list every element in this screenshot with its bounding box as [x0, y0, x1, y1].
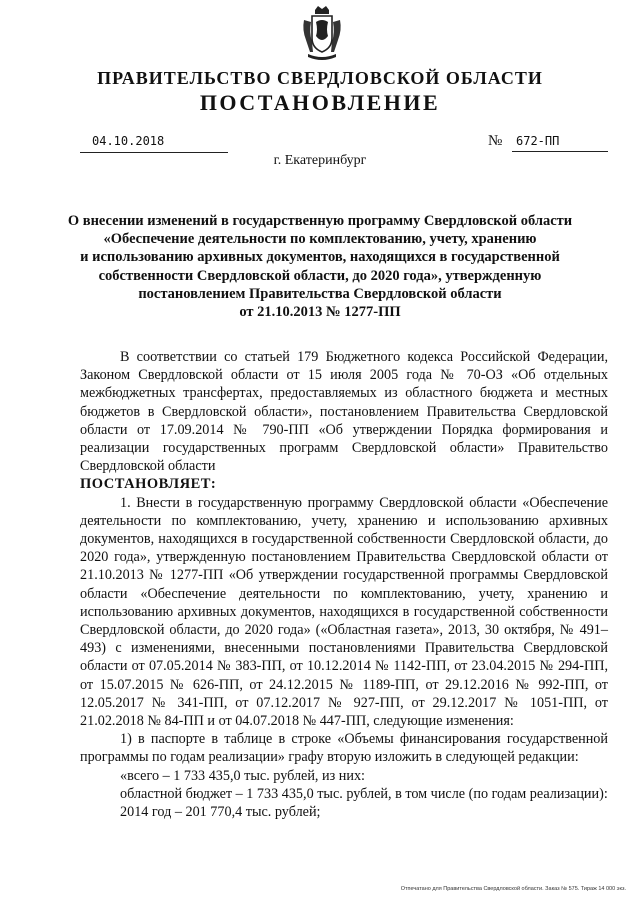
number-field: [488, 134, 608, 152]
organization-name: ПРАВИТЕЛЬСТВО СВЕРДЛОВСКОЙ ОБЛАСТИ: [97, 68, 543, 88]
document-type: ПОСТАНОВЛЕНИЕ: [199, 90, 441, 115]
total-funding-line: «всего – 1 733 435,0 тыс. рублей, из них:: [120, 767, 365, 784]
title-line: «Обеспечение деятельности по комплектованию, учету, хранению: [103, 231, 537, 248]
document-body: [80, 348, 608, 821]
document-title: [60, 212, 580, 321]
document-date: 04.10.2018: [92, 134, 165, 148]
city: г. Екатеринбург: [273, 153, 367, 168]
title-line: О внесении изменений в государственную программу Свердловской области: [67, 213, 573, 229]
date-field: [80, 134, 228, 153]
item-1-paragraph: 1. Внести в государственную программу Свердловской области «Обеспечение деятельности по комплектованию, учету, хранению и использованию архивных документов, находящихся в государственной собственности Свердловской области, до 2020 года», утвержденную постановлением Правительства Свердловской области от 21.10.2013 № 1277-ПП «Об утверждении государственной программы Свердловской области «Обеспечение деятельности по комплектованию, учету, хранению и использованию архивных документов, находящихся в государственной собственности Свердловской области, до 2020 года» («Областная газета», 2013, 30 октября, № 491–493) с изменениями, внесенными постановлениями Правительства Свердловской области от 07.05.2014 № 383-ПП, от 10.12.2014 № 1142-ПП, от 23.04.2015 № 294-ПП, от 15.07.2015 № 626-ПП, от 24.12.2015 № 1189-ПП, от 29.12.2016 № 992-ПП, от 12.05.2017 № 341-ПП, от 07.12.2017 № 927-ПП, от 29.12.2017 № 1051-ПП, от 21.02.2018 № 84-ПП и от 04.07.2018 № 447-ПП, следующие изменения:: [80, 494, 608, 730]
year-2014-line: 2014 год – 201 770,4 тыс. рублей;: [120, 804, 321, 821]
sub-item-1-paragraph: 1) в паспорте в таблице в строке «Объемы финансирования государственной программы по годам реализации» графу вторую изложить в следующей редакции:: [80, 731, 608, 766]
preamble-paragraph: В соответствии со статьей 179 Бюджетного кодекса Российской Федерации, Законом Свердловской области от 15 июля 2005 года № 70-ОЗ «Об отдельных межбюджетных трансфертах, предоставляемых из областного бюджета и местных бюджетов в Свердловской области», постановлением Правительства Свердловской области от 17.09.2014 № 790-ПП «Об утверждении Порядка формирования и реализации государственных программ Свердловской области» Правительство Свердловской области: [80, 349, 608, 475]
print-footer-note: Отпечатано для Правительства Свердловской области. Заказ № 575. Тираж 14 000 экз.: [400, 886, 626, 892]
coat-of-arms-icon: [302, 6, 342, 62]
number-sign: №: [488, 133, 503, 149]
title-line: собственности Свердловской области, до 2020 года», утвержденную: [98, 267, 542, 284]
regional-budget-line: областной бюджет – 1 733 435,0 тыс. рублей, в том числе (по годам реализации):: [120, 785, 608, 802]
title-line: постановлением Правительства Свердловской области: [138, 285, 502, 302]
title-line: от 21.10.2013 № 1277-ПП: [239, 304, 401, 321]
title-line: и использованию архивных документов, находящихся в государственной: [80, 249, 560, 266]
decree-word: ПОСТАНОВЛЯЕТ:: [80, 476, 217, 493]
document-number: 672-ПП: [512, 134, 608, 152]
